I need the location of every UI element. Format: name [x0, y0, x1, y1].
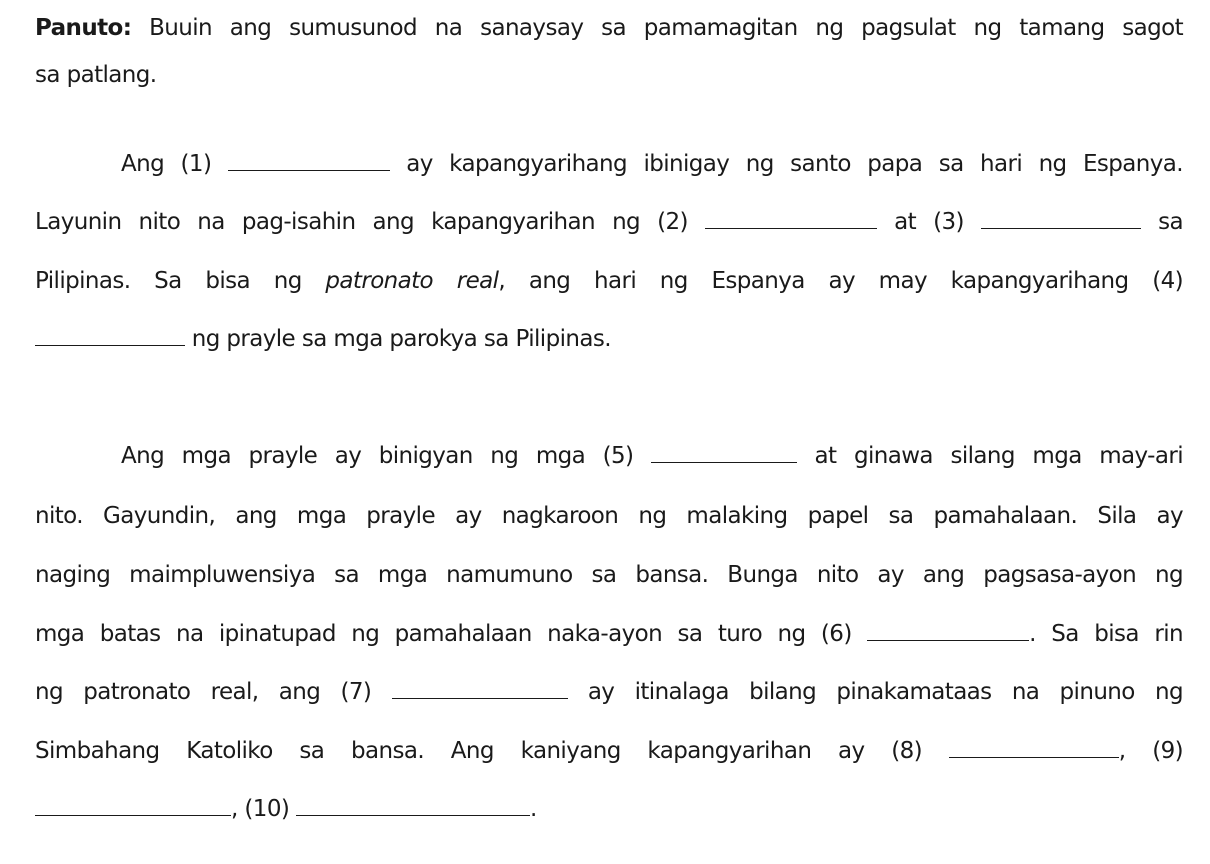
p1-text: Pilipinas. Sa bisa ng [35, 268, 302, 294]
p2-line-7 [35, 793, 1183, 825]
blank-8[interactable] [949, 735, 1119, 758]
p1-line-2 [35, 206, 1183, 238]
blank-10[interactable] [296, 793, 530, 816]
p2-text: Simbahang Katoliko sa bansa. Ang kaniyang kapangyarihan ay (8) [35, 738, 923, 764]
p2-text: . Sa bisa rin [1029, 621, 1183, 647]
instruction-text-cont: sa patlang. [35, 62, 157, 88]
p2-line-1 [121, 440, 1183, 472]
p2-text: , (9) [1118, 738, 1183, 764]
blank-7[interactable] [392, 676, 568, 699]
p2-text: naging maimpluwensiya sa mga namumuno sa bansa. Bunga nito ay ang pagsasa-ayon ng [35, 562, 1183, 588]
blank-9[interactable] [35, 793, 231, 816]
p2-line-5 [35, 676, 1183, 708]
p1-text: Layunin nito na pag-isahin ang kapangyarihan ng (2) [35, 209, 688, 235]
blank-6[interactable] [867, 618, 1029, 641]
p2-line-6 [35, 735, 1183, 767]
instruction-text: Buuin ang sumusunod na sanaysay sa pamamagitan ng pagsulat ng tamang sagot [131, 15, 1183, 41]
blank-5[interactable] [651, 440, 797, 463]
p2-text: . [529, 796, 537, 822]
p1-line-4 [35, 323, 1183, 355]
p2-text: ng patronato real, ang (7) [35, 679, 372, 705]
instruction-line-1 [35, 12, 1183, 44]
p1-text: ng prayle sa mga parokya sa Pilipinas. [191, 326, 611, 352]
p1-text: at (3) [894, 209, 964, 235]
p1-italic-term: patronato real [325, 268, 499, 294]
blank-4[interactable] [35, 323, 185, 346]
p2-line-3 [35, 559, 1183, 591]
blank-3[interactable] [981, 206, 1141, 229]
instruction-label: Panuto: [35, 15, 132, 41]
blank-2[interactable] [705, 206, 877, 229]
p1-line-1 [121, 148, 1183, 180]
p1-text: ay kapangyarihang ibinigay ng santo papa sa hari ng Espanya. [406, 151, 1183, 177]
p2-line-2 [35, 500, 1183, 532]
p1-text: , ang hari ng Espanya ay may kapangyarihang (4) [498, 268, 1184, 294]
p2-text: mga batas na ipinatupad ng pamahalaan naka-ayon sa turo ng (6) [35, 621, 852, 647]
p1-text: Ang (1) [121, 151, 212, 177]
p2-text: ay itinalaga bilang pinakamataas na pinuno ng [587, 679, 1183, 705]
p2-line-4 [35, 618, 1183, 650]
p2-text: at ginawa silang mga may-ari [814, 443, 1183, 469]
blank-1[interactable] [228, 148, 390, 171]
instruction-line-2 [35, 59, 1183, 91]
p1-line-3 [35, 265, 1183, 297]
p2-text: nito. Gayundin, ang mga prayle ay nagkaroon ng malaking papel sa pamahalaan. Sila ay [35, 503, 1183, 529]
p2-text: Ang mga prayle ay binigyan ng mga (5) [121, 443, 634, 469]
p2-text: , (10) [231, 796, 290, 822]
p1-text: sa [1158, 209, 1183, 235]
